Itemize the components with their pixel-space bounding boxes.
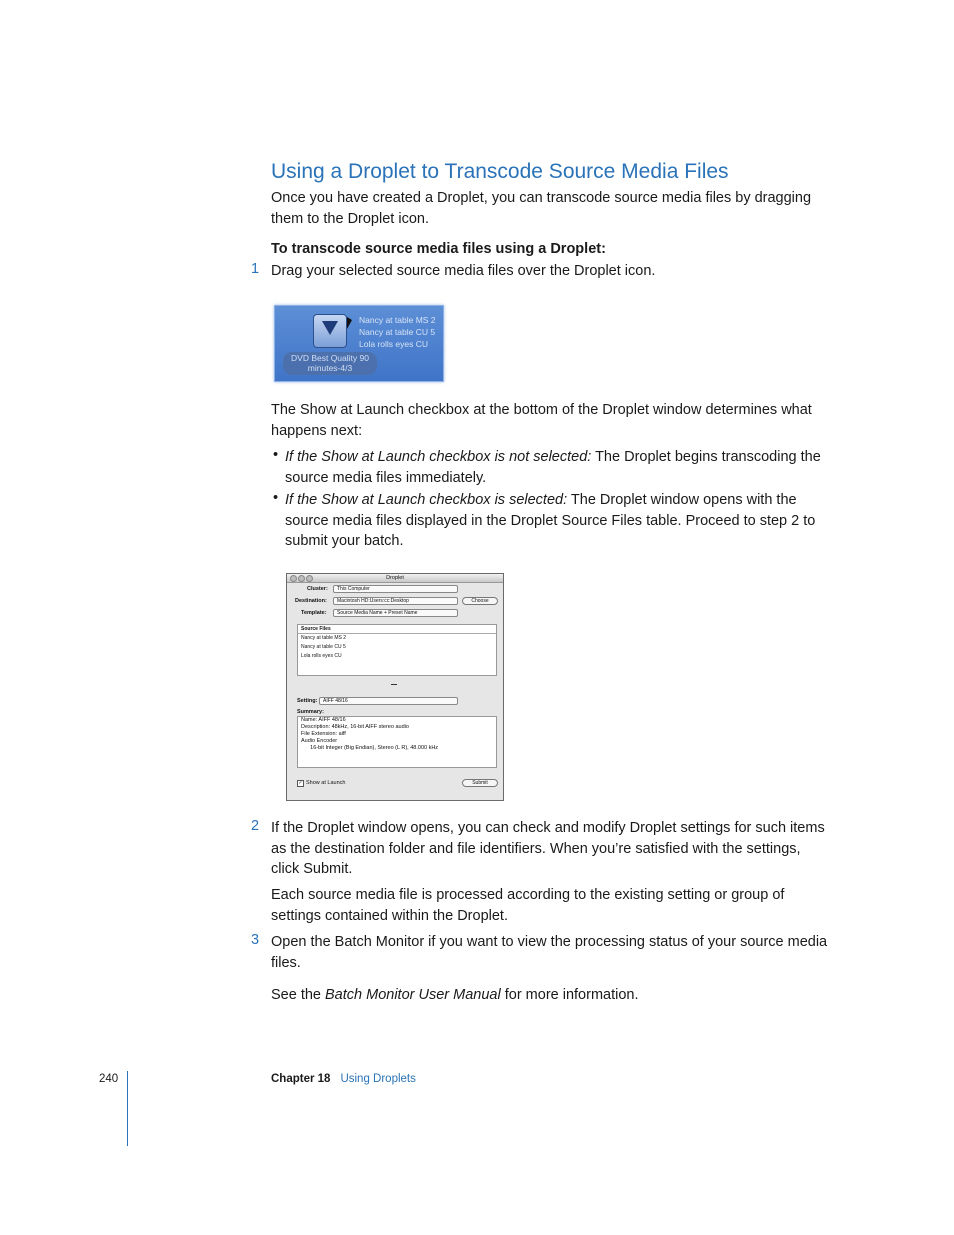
droplet-icon xyxy=(313,314,347,348)
step-2-number: 2 xyxy=(251,818,260,834)
step-2-text: If the Droplet window opens, you can check and modify Droplet settings for such items as the destination folder and file identifiers. When you’re satisfied with the settings, click Submit. xyxy=(271,820,825,877)
bullet-result: The Droplet window opens with the source media files displayed in the Droplet Source Files table. Proceed to step 2 to submit your batch. xyxy=(285,492,816,549)
see-also-paragraph xyxy=(271,985,831,1006)
step-1-number: 1 xyxy=(251,261,260,277)
table-row[interactable]: Lola rolls eyes CU xyxy=(301,653,342,659)
submit-button[interactable]: Submit xyxy=(462,779,498,787)
destination-label: Destination: xyxy=(295,598,327,604)
see-also-prefix: See the xyxy=(271,987,326,1003)
chapter-footer xyxy=(271,1073,416,1085)
dragged-file: Nancy at table MS 2 xyxy=(359,315,436,325)
manual-title: Batch Monitor User Manual xyxy=(325,987,501,1003)
droplet-name-line-2: minutes-4/3 xyxy=(307,363,353,373)
bullet-condition: If the Show at Launch checkbox is not selected: xyxy=(285,449,592,465)
cursor-arrow-icon xyxy=(347,317,352,329)
bullet-marker: • xyxy=(273,490,279,506)
droplet-icon-figure xyxy=(274,305,444,382)
show-at-launch-checkbox[interactable]: ✓ xyxy=(298,780,303,786)
procedure-title: To transcode source media files using a Droplet: xyxy=(271,241,606,257)
source-files-header: Source Files xyxy=(298,625,496,634)
bullet-result: The Droplet begins transcoding the source media files immediately. xyxy=(285,449,821,486)
show-at-launch-label: Show at Launch xyxy=(306,780,346,786)
summary-line: Audio Encoder xyxy=(301,738,338,744)
footer-rule xyxy=(127,1071,128,1146)
summary-line: Name: AIFF 48/16 xyxy=(301,717,346,723)
table-row[interactable]: Nancy at table MS 2 xyxy=(301,635,347,641)
bullet-condition: If the Show at Launch checkbox is selected: xyxy=(285,492,568,508)
destination-field[interactable]: Macintosh HD:Users:cc:Desktop xyxy=(333,597,458,605)
split-divider-handle[interactable] xyxy=(391,684,397,685)
dragged-file: Nancy at table CU 5 xyxy=(359,327,436,337)
page-title: Using a Droplet to Transcode Source Media Files xyxy=(271,160,729,183)
template-field[interactable]: Source Media Name + Preset Name xyxy=(333,609,458,617)
step-2-followup: Each source media file is processed according to the existing setting or group of settings contained within the Droplet. xyxy=(271,887,785,924)
dragged-file-list xyxy=(359,314,436,350)
summary-label: Summary: xyxy=(297,709,324,715)
setting-label: Setting: xyxy=(297,698,318,704)
template-label: Template: xyxy=(301,610,327,616)
window-title: Droplet xyxy=(386,575,404,581)
droplet-window-figure xyxy=(286,573,504,801)
step-3-number: 3 xyxy=(251,932,260,948)
droplet-name-line-1: DVD Best Quality 90 xyxy=(291,353,369,363)
show-launch-paragraph: The Show at Launch checkbox at the bottom of the Droplet window determines what happens next: xyxy=(271,402,812,439)
summary-line: Description: 48kHz, 16-bit AIFF stereo audio xyxy=(301,724,409,730)
bullet-item-selected xyxy=(285,490,830,552)
droplet-name-label xyxy=(283,352,377,375)
choose-button[interactable]: Choose xyxy=(462,597,498,605)
summary-line: File Extension: aiff xyxy=(301,731,346,737)
dragged-file: Lola rolls eyes CU xyxy=(359,339,428,349)
summary-line: 16-bit Integer (Big Endian), Stereo (L R), 48.000 kHz xyxy=(301,745,439,751)
chapter-title: Using Droplets xyxy=(340,1073,416,1085)
bullet-marker: • xyxy=(273,447,279,463)
step-3-text: Open the Batch Monitor if you want to view the processing status of your source media files. xyxy=(271,934,828,971)
chapter-label: Chapter 18 xyxy=(271,1073,331,1085)
cluster-popup[interactable]: This Computer xyxy=(333,585,458,593)
bullet-item-not-selected xyxy=(285,447,830,488)
step-1-text: Drag your selected source media files over the Droplet icon. xyxy=(271,263,656,279)
summary-box xyxy=(297,716,497,768)
window-titlebar xyxy=(287,574,503,583)
intro-paragraph: Once you have created a Droplet, you can transcode source media files by dragging them to the Droplet icon. xyxy=(271,190,812,227)
table-row[interactable]: Nancy at table CU 5 xyxy=(301,644,346,650)
cluster-label: Cluster: xyxy=(307,586,328,592)
see-also-suffix: for more information. xyxy=(500,987,639,1003)
page-number: 240 xyxy=(99,1073,119,1085)
setting-popup[interactable]: AIFF 48/16 xyxy=(319,697,458,705)
source-files-table[interactable] xyxy=(297,624,497,676)
